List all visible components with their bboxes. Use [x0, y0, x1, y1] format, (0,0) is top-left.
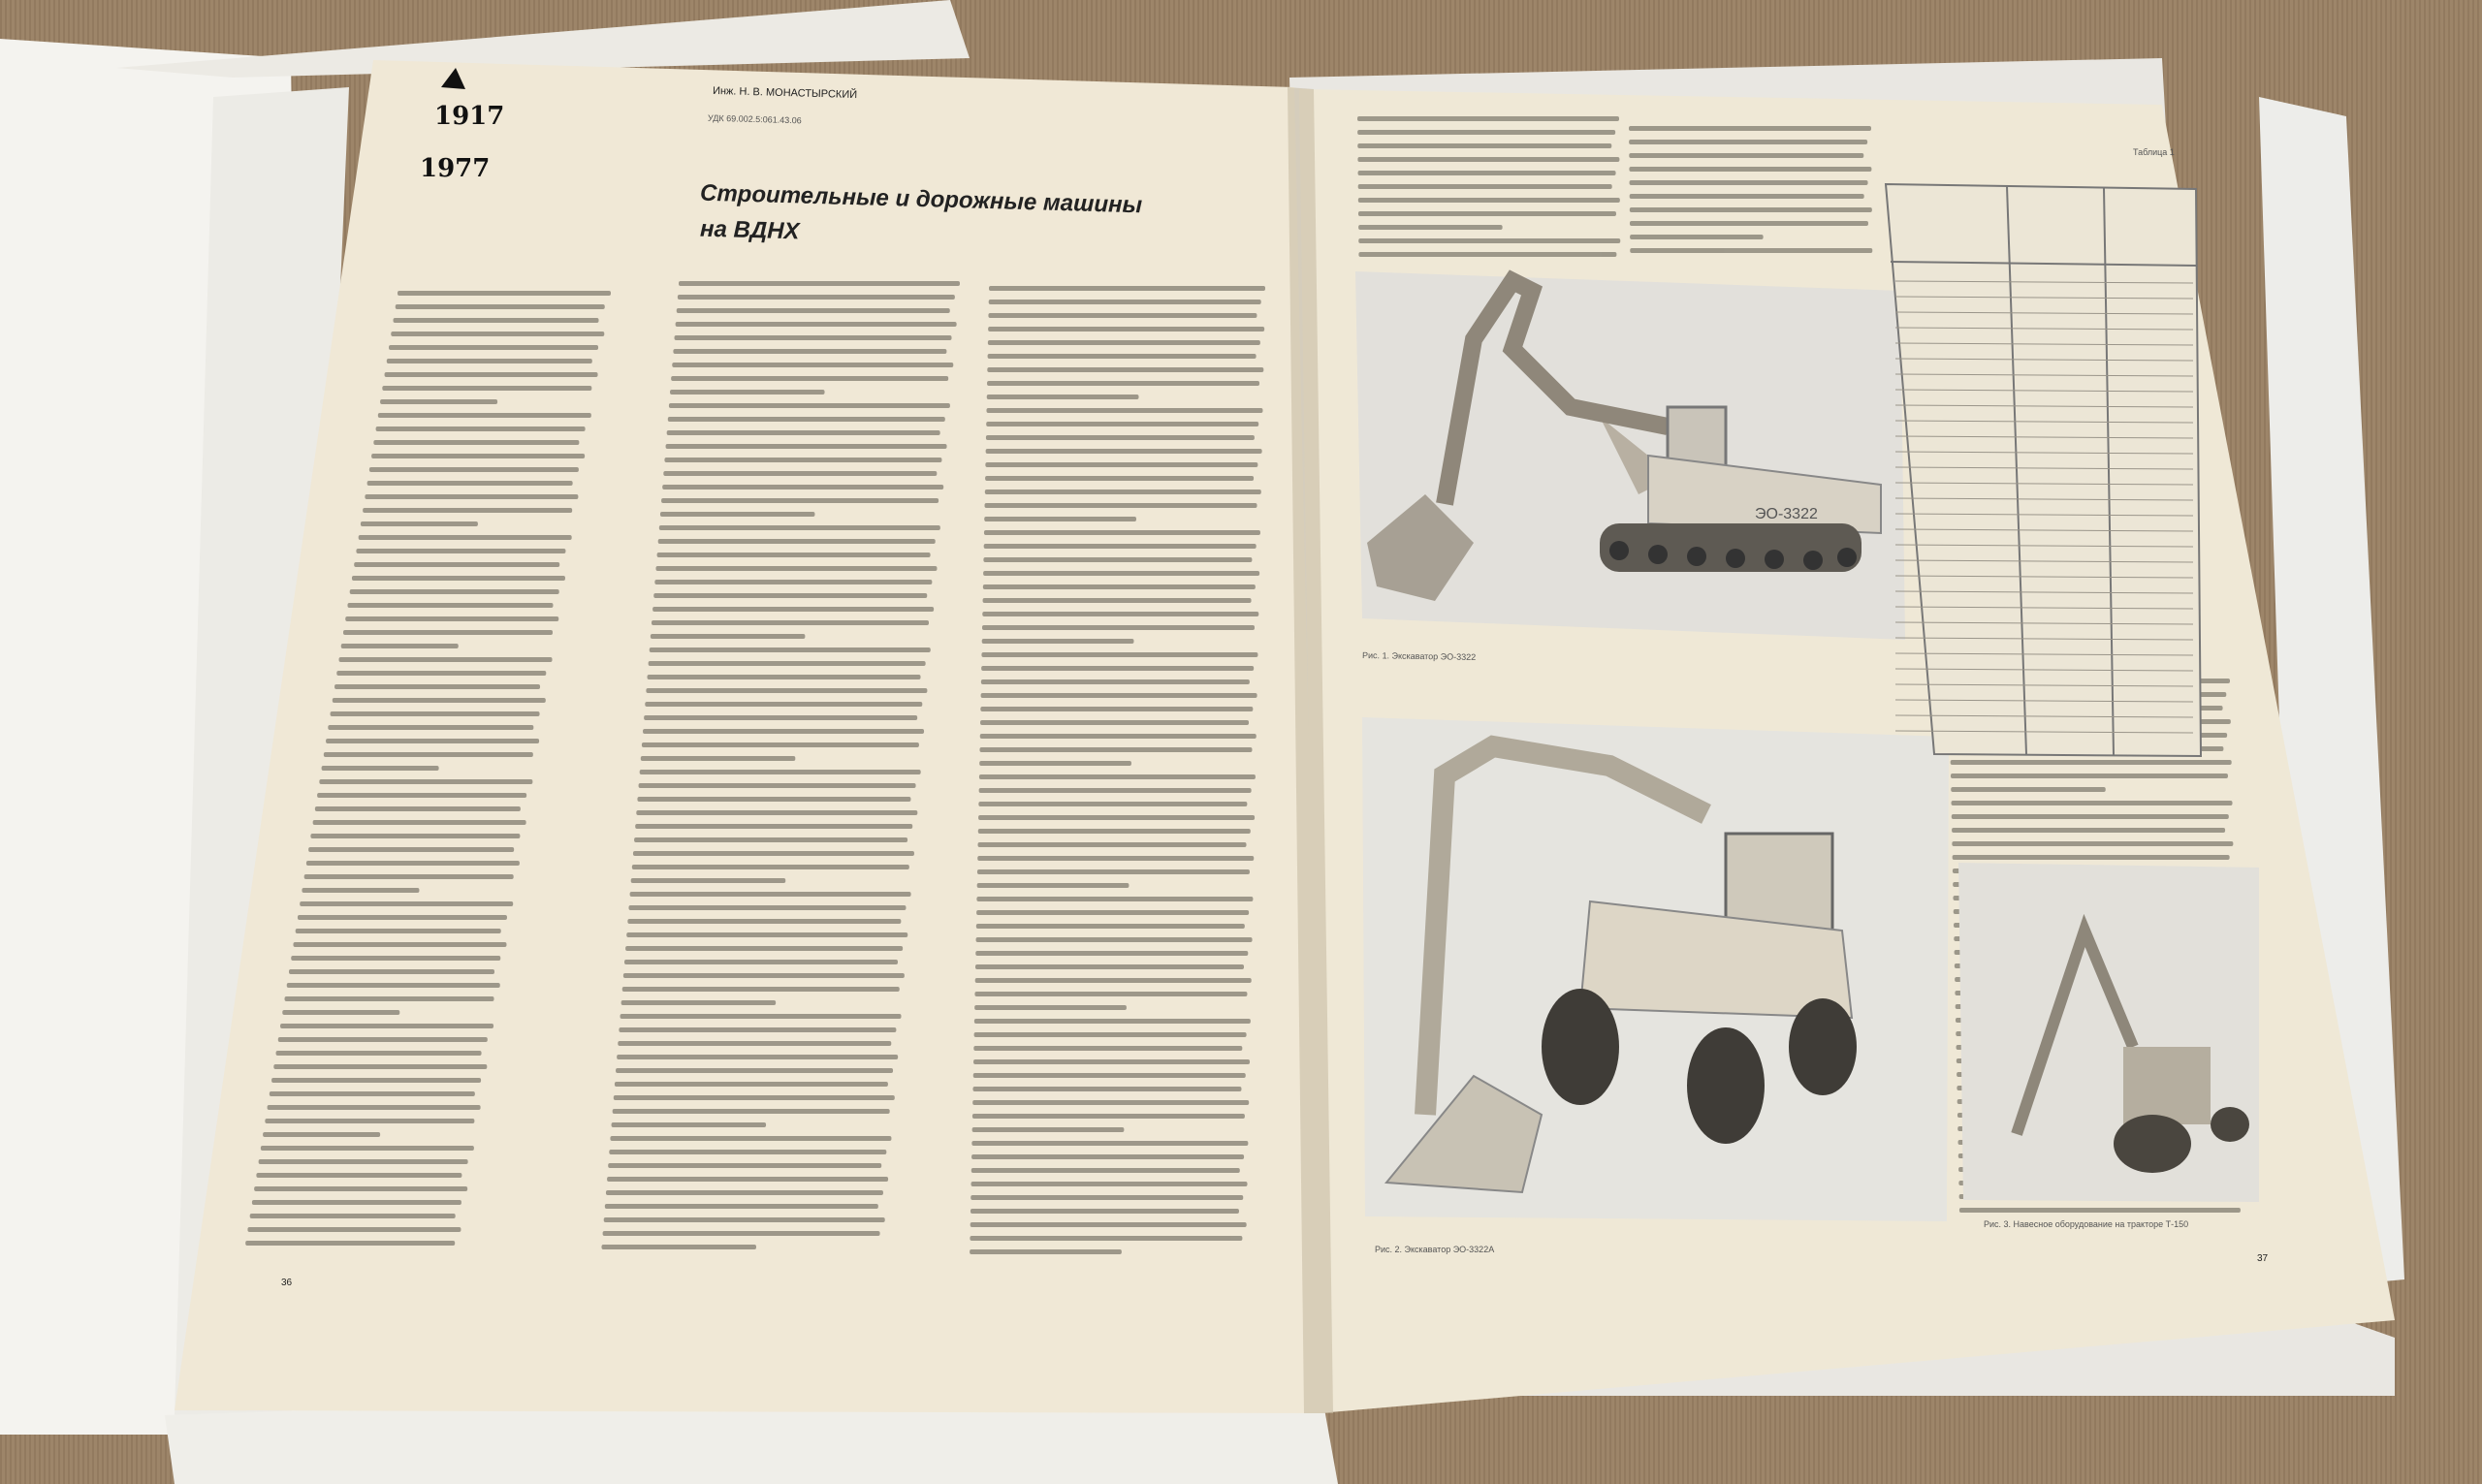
text-line [673, 349, 946, 354]
text-line [970, 1236, 1242, 1241]
text-line [612, 1122, 767, 1127]
text-line [250, 1214, 456, 1218]
text-line [341, 644, 459, 648]
text-line [653, 593, 927, 598]
text-line [983, 571, 1259, 576]
text-line [652, 607, 934, 612]
text-line [646, 688, 927, 693]
figure-1-caption: Рис. 1. Экскаватор ЭО-3322 [1361, 649, 1477, 663]
text-line [1629, 126, 1871, 131]
text-line [679, 281, 960, 286]
text-line [979, 747, 1252, 752]
text-line [623, 973, 905, 978]
text-line [256, 1173, 461, 1178]
text-line [319, 779, 532, 784]
text-line [971, 1222, 1247, 1227]
text-line [626, 932, 907, 937]
text-line [639, 783, 916, 788]
text-line [613, 1109, 890, 1114]
text-line [981, 693, 1257, 698]
text-line [988, 354, 1257, 359]
text-line [263, 1132, 380, 1137]
article-title-line2: на ВДНХ [699, 215, 800, 245]
figure-1-photo [1355, 271, 1905, 640]
text-line [601, 1245, 756, 1249]
text-line [980, 734, 1257, 739]
text-line [971, 1154, 1244, 1159]
text-line [1358, 252, 1616, 257]
text-line [615, 1082, 888, 1087]
text-line [666, 444, 947, 449]
text-line [652, 620, 929, 625]
svg-text:1917: 1917 [434, 102, 505, 131]
text-line [1630, 235, 1764, 239]
text-line [287, 983, 500, 988]
text-line [630, 892, 911, 897]
text-line [291, 956, 500, 961]
text-line [988, 313, 1257, 318]
text-line [668, 417, 945, 422]
text-line [981, 666, 1254, 671]
figure-2-caption: Рис. 2. Экскаватор ЭО-3322А [1375, 1245, 1495, 1254]
text-line [618, 1041, 891, 1046]
text-line [632, 865, 909, 869]
text-line [304, 874, 514, 879]
text-line [380, 399, 497, 404]
text-line [976, 924, 1245, 929]
text-line [276, 1051, 482, 1056]
text-line [396, 304, 605, 309]
text-line [677, 308, 950, 313]
text-line [625, 946, 903, 951]
text-line [324, 752, 533, 757]
text-line [975, 964, 1244, 969]
text-line [970, 1249, 1122, 1254]
text-line [350, 589, 559, 594]
text-line [634, 837, 907, 842]
text-line [310, 834, 520, 838]
text-line [1951, 760, 2232, 765]
text-line [619, 1027, 896, 1032]
text-line [1358, 211, 1616, 216]
text-line [976, 910, 1249, 915]
text-line [1358, 225, 1503, 230]
text-line [971, 1168, 1240, 1173]
text-line [610, 1136, 891, 1141]
text-line [988, 340, 1260, 345]
text-line [365, 494, 578, 499]
text-line [644, 715, 917, 720]
text-line [678, 295, 955, 300]
text-line [268, 1105, 481, 1110]
text-line [1959, 1208, 2241, 1213]
text-line [981, 652, 1257, 657]
text-line [985, 462, 1257, 467]
text-line [987, 381, 1259, 386]
text-line [659, 525, 940, 530]
text-line [988, 327, 1264, 332]
text-line [640, 770, 921, 774]
text-line [359, 535, 572, 540]
text-line [371, 454, 585, 458]
text-line [336, 671, 546, 676]
text-line [972, 1114, 1245, 1119]
text-line [270, 1091, 475, 1096]
text-line [676, 322, 957, 327]
text-line [1951, 774, 2228, 778]
text-line [671, 376, 948, 381]
text-line [972, 1100, 1249, 1105]
text-line [394, 318, 599, 323]
text-line [389, 345, 598, 350]
text-line [382, 386, 591, 391]
text-line [1952, 841, 2233, 846]
text-line [345, 616, 558, 621]
text-line [667, 430, 940, 435]
text-line [982, 639, 1134, 644]
text-line [650, 647, 931, 652]
text-line [648, 675, 921, 679]
text-line [617, 1055, 898, 1059]
text-line [974, 1005, 1127, 1010]
text-line [979, 788, 1252, 793]
text-line [986, 422, 1258, 426]
text-line [609, 1150, 886, 1154]
text-line [298, 915, 507, 920]
text-line [643, 729, 924, 734]
text-line [361, 521, 478, 526]
table-header: Таблица 1 [2133, 147, 2175, 157]
text-line [977, 869, 1250, 874]
text-line [265, 1119, 474, 1123]
text-line [328, 725, 533, 730]
figure-3-photo [1958, 863, 2259, 1202]
text-line [1630, 207, 1872, 212]
text-line [670, 390, 825, 395]
text-line [1630, 194, 1864, 199]
text-line [658, 539, 936, 544]
text-line [302, 888, 419, 893]
text-line [982, 625, 1255, 630]
text-line [986, 435, 1255, 440]
text-line [979, 761, 1131, 766]
text-line [280, 1024, 493, 1028]
text-line [385, 372, 598, 377]
text-line [278, 1037, 488, 1042]
text-line [285, 996, 494, 1001]
text-line [971, 1209, 1239, 1214]
text-line [672, 363, 953, 367]
text-line [979, 774, 1256, 779]
text-line [982, 612, 1258, 616]
text-line [975, 951, 1248, 956]
text-line [369, 467, 579, 472]
text-line [651, 634, 806, 639]
text-line [347, 603, 553, 608]
text-line [620, 1014, 902, 1019]
text-line [1951, 787, 2106, 792]
text-line [334, 684, 540, 689]
text-line [627, 919, 901, 924]
text-line [1630, 221, 1868, 226]
text-line [247, 1227, 461, 1232]
text-line [1357, 157, 1619, 162]
text-line [974, 992, 1247, 996]
text-line [300, 901, 513, 906]
text-line [986, 408, 1262, 413]
text-line [1629, 140, 1867, 144]
text-line [633, 851, 914, 856]
text-line [971, 1182, 1248, 1186]
text-line [973, 1059, 1250, 1064]
text-line [363, 508, 572, 513]
text-line [322, 766, 439, 771]
text-line [282, 1010, 399, 1015]
text-line [642, 742, 919, 747]
text-line [1630, 180, 1868, 185]
text-line [983, 598, 1252, 603]
text-line [987, 367, 1263, 372]
text-line [985, 489, 1261, 494]
text-line [378, 413, 591, 418]
text-line [660, 512, 815, 517]
text-line [603, 1231, 880, 1236]
text-line [989, 300, 1261, 304]
text-line [254, 1186, 467, 1191]
text-line [1358, 184, 1612, 189]
text-line [645, 702, 922, 707]
text-line [367, 481, 573, 486]
text-line [983, 584, 1256, 589]
text-line [654, 580, 932, 584]
text-line [333, 698, 546, 703]
text-line [976, 937, 1253, 942]
text-line [984, 530, 1260, 535]
text-line [972, 1087, 1241, 1091]
text-line [637, 797, 910, 802]
text-line [973, 1046, 1242, 1051]
text-line [971, 1141, 1248, 1146]
text-line [398, 291, 611, 296]
text-line [387, 359, 592, 363]
text-line [616, 1068, 893, 1073]
udc-line: УДК 69.002.5:061.43.06 [707, 112, 802, 126]
text-line [1629, 153, 1863, 158]
text-line [974, 1019, 1251, 1024]
text-line [978, 802, 1247, 806]
text-line [605, 1204, 878, 1209]
text-line [356, 549, 565, 553]
text-line [661, 498, 939, 503]
text-line [1952, 801, 2233, 805]
excavator-1-label: ЭО-3322 [1755, 506, 1818, 522]
text-line [1358, 171, 1616, 175]
text-line [980, 720, 1249, 725]
text-line [354, 562, 559, 567]
text-line [343, 630, 553, 635]
text-line [978, 842, 1247, 847]
text-line [1357, 143, 1611, 148]
text-line [1952, 814, 2229, 819]
text-line [664, 458, 941, 462]
text-line [259, 1159, 468, 1164]
text-line [984, 544, 1257, 549]
text-line [985, 503, 1257, 508]
page-number-left: 36 [281, 1278, 293, 1288]
text-line [662, 485, 943, 489]
text-line [621, 1000, 777, 1005]
text-line [972, 1127, 1125, 1132]
text-line [986, 449, 1262, 454]
text-line [624, 960, 898, 964]
text-line [635, 824, 912, 829]
text-line [296, 929, 501, 933]
author-line: Инж. Н. В. МОНАСТЫРСКИЙ [712, 84, 858, 102]
text-line [985, 476, 1254, 481]
text-line [1630, 248, 1872, 253]
text-line [978, 829, 1251, 834]
text-line [1952, 828, 2225, 833]
text-line [1357, 116, 1619, 121]
text-line [974, 1032, 1247, 1037]
text-line [981, 679, 1250, 684]
text-line [252, 1200, 461, 1205]
text-line [289, 969, 494, 974]
text-line [273, 1064, 487, 1069]
text-line [306, 861, 520, 866]
figure-3-caption: Рис. 3. Навесное оборудование на тракторе Т-150 [1984, 1219, 2189, 1229]
svg-text:1977: 1977 [420, 154, 491, 183]
text-line [1357, 130, 1615, 135]
text-line [978, 815, 1255, 820]
text-line [271, 1078, 481, 1083]
text-line [339, 657, 553, 662]
text-line [622, 987, 900, 992]
text-line [373, 440, 579, 445]
text-line [604, 1217, 885, 1222]
text-line [1629, 167, 1871, 172]
text-line [977, 883, 1130, 888]
text-line [1358, 238, 1620, 243]
text-line [317, 793, 526, 798]
text-line [973, 1073, 1246, 1078]
text-line [315, 806, 521, 811]
text-line [261, 1146, 474, 1151]
text-line [977, 856, 1254, 861]
text-line [1358, 198, 1620, 203]
text-line [614, 1095, 895, 1100]
text-line [975, 978, 1252, 983]
text-line [631, 878, 786, 883]
text-line [987, 395, 1139, 399]
text-line [628, 905, 906, 910]
text-line [675, 335, 952, 340]
text-line [607, 1177, 888, 1182]
article-title-line1: Строительные и дорожные машины [699, 179, 1143, 219]
text-line [313, 820, 526, 825]
text-line [308, 847, 514, 852]
text-line [989, 286, 1265, 291]
text-line [649, 661, 926, 666]
text-line [669, 403, 950, 408]
text-line [984, 517, 1136, 521]
text-line [606, 1190, 883, 1195]
text-line [655, 566, 937, 571]
text-line [663, 471, 937, 476]
data-table [1886, 184, 2201, 756]
text-line [636, 810, 917, 815]
text-line [608, 1163, 881, 1168]
text-line [293, 942, 506, 947]
text-line [326, 739, 539, 743]
figure-2-photo [1362, 717, 1949, 1221]
text-line [376, 426, 586, 431]
page-number-right: 37 [2257, 1253, 2269, 1264]
text-line [971, 1195, 1243, 1200]
text-line [245, 1241, 455, 1246]
text-line [331, 711, 540, 716]
text-line [657, 553, 931, 557]
text-line [976, 897, 1253, 901]
text-line [1953, 855, 2230, 860]
text-line [391, 332, 604, 336]
text-line [983, 557, 1252, 562]
text-line [352, 576, 565, 581]
text-line [980, 707, 1253, 711]
text-line [641, 756, 796, 761]
